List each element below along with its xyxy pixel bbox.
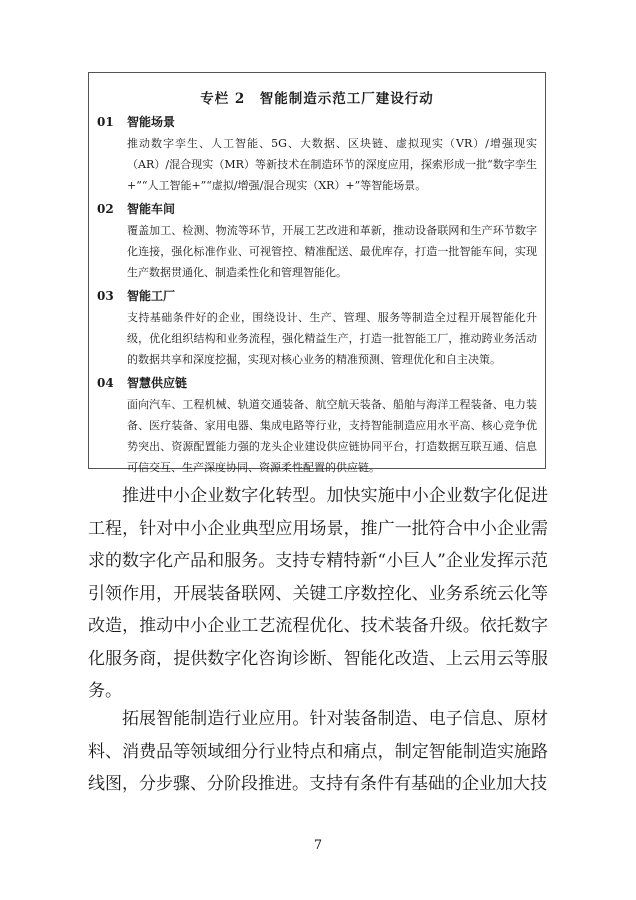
section-number: 01 (97, 115, 114, 129)
box-section-2 (97, 199, 537, 283)
section-number: 04 (97, 376, 114, 390)
section-heading: 智慧供应链 (127, 376, 188, 390)
feature-box (88, 72, 546, 474)
section-heading: 智能工厂 (127, 289, 176, 303)
section-number: 02 (97, 202, 114, 216)
box-section-3 (97, 286, 537, 370)
box-title: 专栏 2 智能制造示范工厂建设行动 (200, 91, 434, 107)
body-paragraph-2: 拓展智能制造行业应用。针对装备制造、电子信息、原材料、消费品等领域细分行业特点和痛点，制定智能制造实施路线图，分步骤、分阶段推进。支持有条件有基础的企业加大技 (88, 709, 548, 794)
box-section-1 (97, 112, 537, 196)
section-heading: 智能场景 (127, 115, 176, 129)
page-number: 7 (313, 838, 323, 853)
box-section-4 (97, 373, 537, 478)
section-body: 支持基础条件好的企业，围绕设计、生产、管理、服务等制造全过程开展智能化升级，优化组织结构和业务流程，强化精益生产，打造一批智能工厂，推动跨业务活动的数据共享和深度挖掘，实现对核心业务的精准预测、管理优化和自主决策。 (127, 311, 537, 366)
body-paragraph-1: 推进中小企业数字化转型。加快实施中小企业数字化促进工程，针对中小企业典型应用场景，推广一批符合中小企业需求的数字化产品和服务。支持专精特新“小巨人”企业发挥示范引领作用，开展装备联网、关键工序数控化、业务系统云化等改造，推动中小企业工艺流程优化、技术装备升级。依托数字化服务商，提供数字化咨询诊断、智能化改造、上云用云等服务。 (88, 486, 548, 701)
section-body: 覆盖加工、检测、物流等环节，开展工艺改进和革新，推动设备联网和生产环节数字化连接，强化标准作业、可视管控、精准配送、最优库存，打造一批智能车间，实现生产数据贯通化、制造柔性化和管理智能化。 (127, 224, 537, 279)
section-number: 03 (97, 289, 114, 303)
section-heading: 智能车间 (127, 202, 176, 216)
section-body: 面向汽车、工程机械、轨道交通装备、航空航天装备、船舶与海洋工程装备、电力装备、医疗装备、家用电器、集成电路等行业，支持智能制造应用水平高、核心竞争优势突出、资源配置能力强的龙头企业建设供应链协同平台，打造数据互联互通、信息可信交互、生产深度协同、资源柔性配置的供应链。 (127, 398, 537, 474)
section-body: 推动数字孪生、人工智能、5G、大数据、区块链、虚拟现实（VR）/增强现实（AR）/混合现实（MR）等新技术在制造环节的深度应用，探索形成一批“数字孪生+”“人工智能+”“虚拟/增强/混合现实（XR）+”等智能场景。 (127, 137, 537, 192)
